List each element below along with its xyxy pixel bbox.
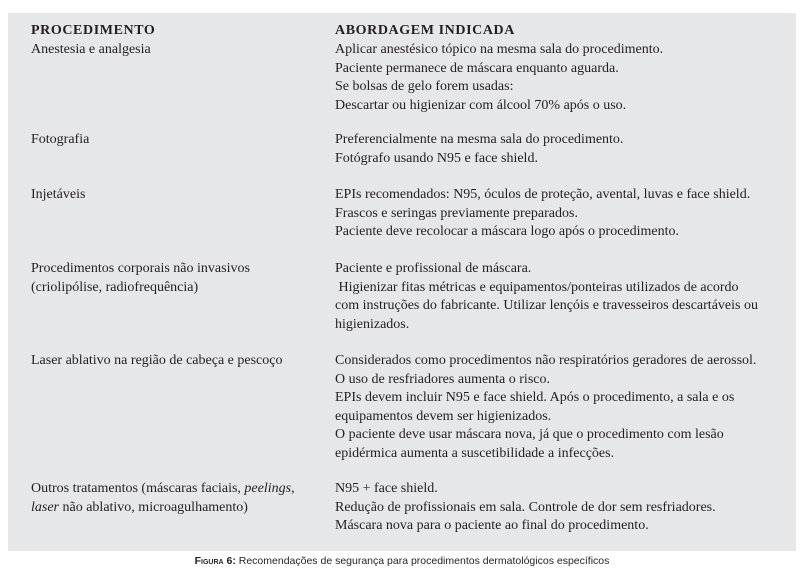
- approach-text: equipamentos devem ser higienizados.: [335, 408, 552, 424]
- approach-cell: [335, 352, 790, 463]
- approach-text: Máscara nova para o paciente ao final do procedimento.: [335, 518, 649, 533]
- procedure-cell: [31, 131, 316, 150]
- approach-text: EPIs recomendados: N95, óculos de proteção, avental, luvas e face shield.: [335, 187, 751, 202]
- approach-text: Frascos e seringas previamente preparados.: [335, 205, 578, 221]
- figure-label: Figura 6:: [194, 555, 236, 567]
- approach-text: EPIs devem incluir N95 e face shield. Após o procedimento, a sala e os: [335, 390, 735, 405]
- approach-text: com instruções do fabricante. Utilizar lençóis e travesseiros descartáveis ou: [335, 298, 758, 313]
- procedure-text: Procedimentos corporais não invasivos: [31, 261, 250, 276]
- figure-caption: [0, 554, 804, 568]
- procedure-text: [31, 499, 316, 518]
- procedure-text: Injetáveis: [31, 187, 86, 202]
- procedure-text-italic: peelings: [244, 481, 292, 496]
- approach-cell: [335, 480, 790, 536]
- approach-cell: [335, 186, 790, 242]
- approach-text: Paciente e profissional de máscara.: [335, 261, 532, 276]
- approach-text: Fotógrafo usando N95 e face shield.: [335, 150, 538, 166]
- figure-caption-text: Recomendações de segurança para procedimentos dermatológicos específicos: [235, 555, 610, 567]
- approach-cell: [335, 41, 790, 115]
- procedure-text: (criolipólise, radiofrequência): [31, 279, 199, 295]
- header-procedure: PROCEDIMENTO: [31, 23, 156, 38]
- approach-text: Preferencialmente na mesma sala do procedimento.: [335, 132, 624, 147]
- approach-text: Se bolsas de gelo forem usadas:: [335, 79, 514, 94]
- table-header-row: [8, 22, 796, 42]
- approach-text: Descartar ou higienizar com álcool 70% após o uso.: [335, 97, 627, 113]
- approach-cell: [335, 131, 790, 168]
- approach-text: higienizados.: [335, 316, 410, 332]
- procedure-cell: [31, 480, 316, 517]
- approach-text: Paciente permanece de máscara enquanto aguarda.: [335, 60, 619, 76]
- procedure-text-part: ,: [291, 481, 295, 496]
- approach-text: Aplicar anestésico tópico na mesma sala do procedimento.: [335, 42, 664, 57]
- procedure-text-part: Outros tratamentos (máscaras faciais,: [31, 481, 245, 496]
- procedure-text-italic: laser: [31, 499, 59, 515]
- table-panel: [8, 13, 796, 551]
- approach-text: O paciente deve usar máscara nova, já que o procedimento com lesão: [335, 427, 724, 442]
- procedure-cell: [31, 352, 316, 371]
- approach-text: Redução de profissionais em sala. Controle de dor sem resfriadores.: [335, 499, 716, 515]
- procedure-cell: [31, 186, 316, 205]
- approach-text: N95 + face shield.: [335, 481, 438, 496]
- header-approach: ABORDAGEM INDICADA: [335, 23, 515, 38]
- approach-text: Higienizar fitas métricas e equipamentos/ponteiras utilizados de acordo: [335, 279, 739, 295]
- procedure-text: Fotografia: [31, 132, 90, 147]
- approach-text: epidérmica aumenta a suscetibilidade a infecções.: [335, 445, 615, 461]
- procedure-text-part: não ablativo, microagulhamento): [59, 499, 248, 515]
- procedure-text: Laser ablativo na região de cabeça e pescoço: [31, 353, 283, 368]
- approach-text: O uso de resfriadores aumenta o risco.: [335, 371, 550, 387]
- procedure-text: Anestesia e analgesia: [31, 42, 151, 57]
- approach-text: Paciente deve recolocar a máscara logo após o procedimento.: [335, 224, 680, 239]
- approach-cell: [335, 260, 790, 334]
- procedure-cell: [31, 260, 316, 297]
- procedure-cell: [31, 41, 316, 60]
- approach-text: Considerados como procedimentos não respiratórios geradores de aerossol.: [335, 353, 757, 368]
- procedure-text: [31, 480, 316, 499]
